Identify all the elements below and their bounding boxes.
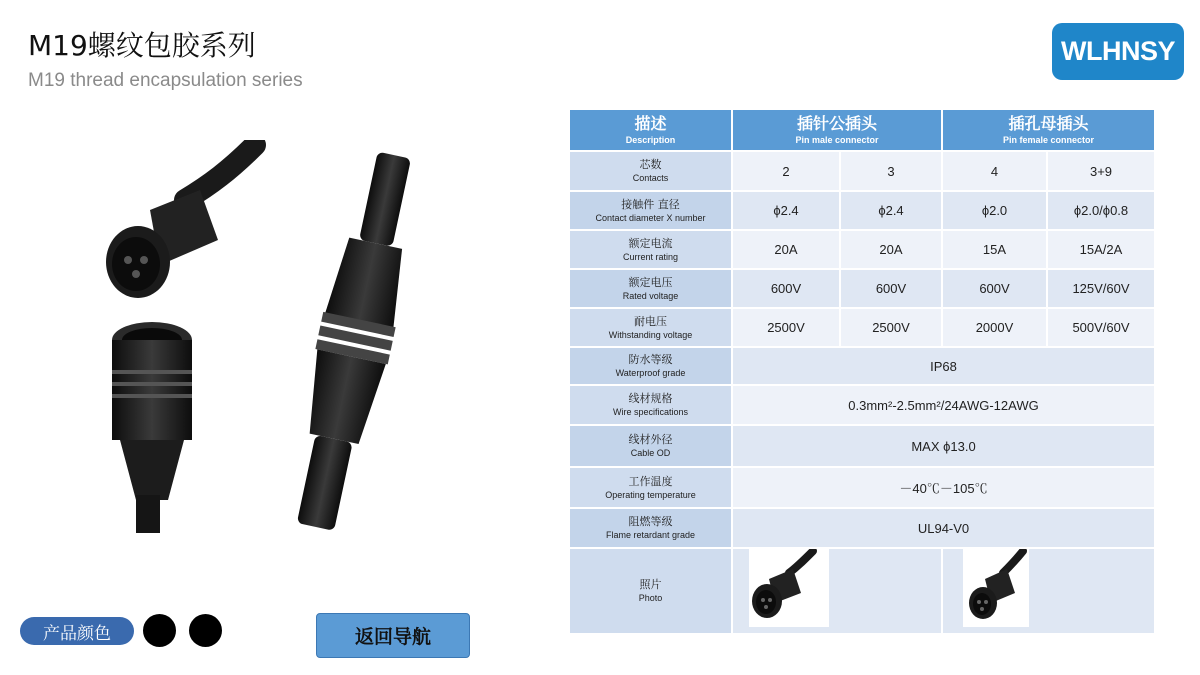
- table-row: 芯数 Contacts 2 3 4 3+9: [570, 152, 1154, 190]
- back-to-nav-button[interactable]: 返回导航: [316, 613, 470, 658]
- table-row: 接触件 直径 Contact diameter X number ϕ2.4 ϕ2.4 ϕ2.0 ϕ2.0/ϕ0.8: [570, 192, 1154, 229]
- page-title: M19螺纹包胶系列: [28, 29, 256, 62]
- spec-table: [568, 108, 1156, 635]
- table-row: 耐电压 Withstanding voltage 2500V 2500V 2000V 500V/60V: [570, 309, 1154, 346]
- brand-logo: WLHNSY: [1052, 23, 1184, 80]
- product-image: [90, 140, 490, 540]
- table-row: 额定电流 Current rating 20A 20A 15A 15A/2A: [570, 231, 1154, 268]
- table-row: 阻燃等级 Flame retardant grade UL94-V0: [570, 509, 1154, 547]
- table-row: 防水等级 Waterproof grade IP68: [570, 348, 1154, 384]
- male-photo: [733, 549, 941, 633]
- color-swatch-black-2[interactable]: [189, 614, 222, 647]
- male-connector-thumbnail: [733, 549, 941, 629]
- header-female: 插孔母插头 Pin female connector: [943, 110, 1154, 150]
- product-color-label: 产品颜色: [20, 617, 134, 645]
- table-row: 工作温度 Operating temperature －40℃－105℃: [570, 468, 1154, 507]
- female-connector-thumbnail: [945, 549, 1153, 629]
- table-row: 照片 Photo: [570, 549, 1154, 633]
- color-swatch-black[interactable]: [143, 614, 176, 647]
- header-description: 描述 Description: [570, 110, 731, 150]
- table-row: 额定电压 Rated voltage 600V 600V 600V 125V/60V: [570, 270, 1154, 307]
- table-row: 线材外径 Cable OD MAX ϕ13.0: [570, 426, 1154, 466]
- header-male: 插针公插头 Pin male connector: [733, 110, 941, 150]
- female-photo: [943, 549, 1154, 633]
- table-row: 线材规格 Wire specifications 0.3mm²-2.5mm²/24AWG-12AWG: [570, 386, 1154, 424]
- page-subtitle: M19 thread encapsulation series: [28, 70, 303, 91]
